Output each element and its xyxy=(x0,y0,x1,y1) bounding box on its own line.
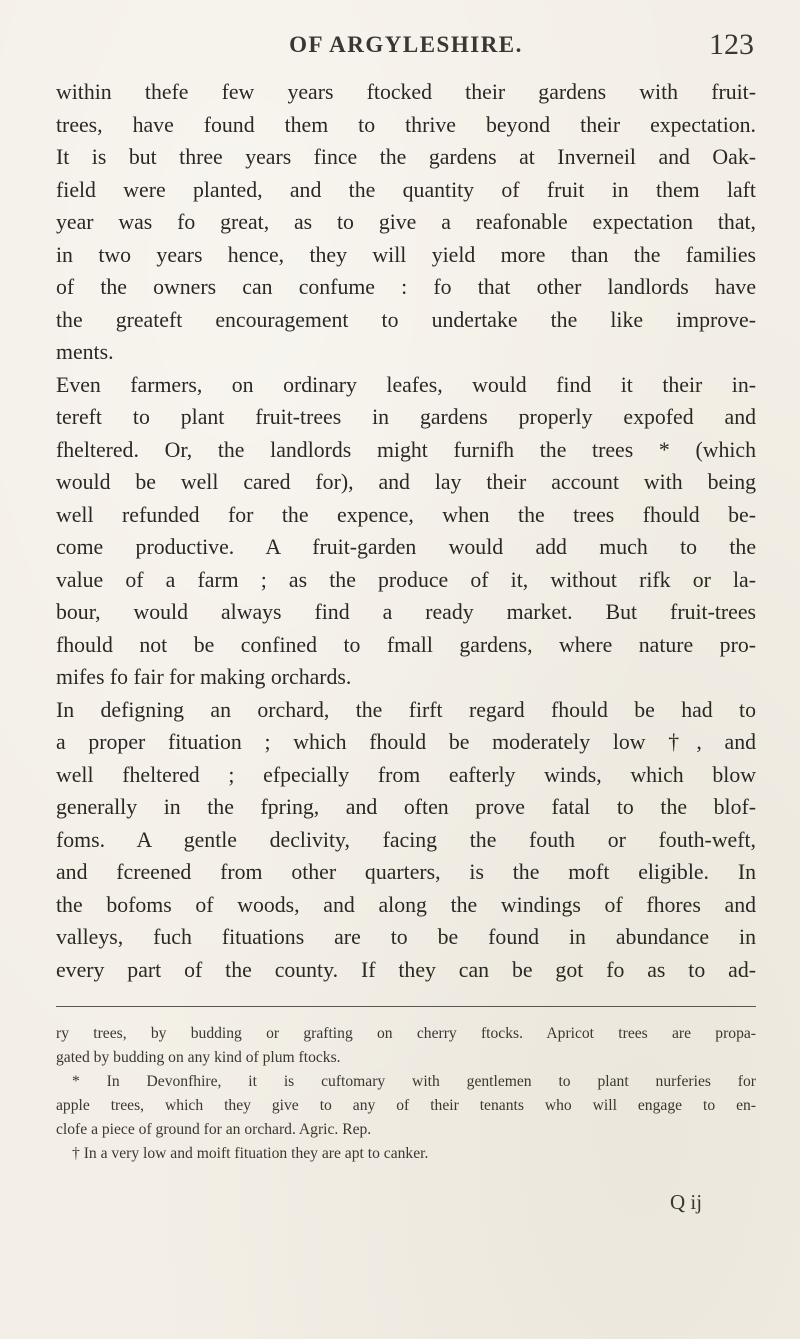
text-line: value of a farm ; as the produce of it, without rifk or la- xyxy=(56,567,756,592)
text-line: foms. A gentle declivity, facing the fouth or fouth-weft, xyxy=(56,827,756,852)
catchword: Q ij xyxy=(670,1190,703,1214)
running-title: OF ARGYLESHIRE. xyxy=(289,32,523,57)
page-number: 123 xyxy=(709,28,754,61)
text-line: of the owners can confume : fo that other landlords have xyxy=(56,275,756,299)
footnote-line: * In Devonfhire, it is cuftomary with gentlemen to plant nurferies for xyxy=(72,1073,756,1090)
footnote-line: gated by budding on any kind of plum ftocks. xyxy=(56,1049,341,1066)
footnote-line: clofe a piece of ground for an orchard. Agric. Rep. xyxy=(56,1121,372,1138)
body-text xyxy=(56,76,756,986)
footnote-line: apple trees, which they give to any of their tenants who will engage to en- xyxy=(56,1097,756,1114)
text-line: bour, would always find a ready market. But fruit-trees xyxy=(56,600,756,624)
text-line: well refunded for the expence, when the trees fhould be- xyxy=(56,502,756,527)
text-line: generally in the fpring, and often prove fatal to the blof- xyxy=(56,795,756,819)
text-line: mifes fo fair for making orchards. xyxy=(56,665,352,689)
text-line: ments. xyxy=(56,340,114,364)
footnote-rule xyxy=(56,1006,756,1007)
text-line: fhould not be confined to fmall gardens, where nature pro- xyxy=(56,632,756,657)
text-line: fheltered. Or, the landlords might furnifh the trees * (which xyxy=(56,437,756,462)
text-line: and fcreened from other quarters, is the moft eligible. In xyxy=(56,860,756,884)
text-line: would be well cared for), and lay their account with being xyxy=(56,470,756,494)
text-line: It is but three years fince the gardens at Inverneil and Oak- xyxy=(56,145,756,169)
footnotes xyxy=(56,1022,756,1166)
text-line: the bofoms of woods, and along the windings of fhores and xyxy=(56,892,756,917)
text-line: tereft to plant fruit-trees in gardens properly expofed and xyxy=(56,405,756,429)
footnote-line: ry trees, by budding or grafting on cherry ftocks. Apricot trees are propa- xyxy=(56,1025,756,1042)
text-line: within thefe few years ftocked their gardens with fruit- xyxy=(56,80,756,104)
text-line: in two years hence, they will yield more than the families xyxy=(56,242,756,267)
text-line: field were planted, and the quantity of fruit in them laft xyxy=(56,177,756,202)
text-line: In defigning an orchard, the firft regard fhould be had to xyxy=(56,697,756,722)
text-line: the greateft encouragement to undertake the like improve- xyxy=(56,307,756,332)
running-head xyxy=(56,28,756,64)
text-line: well fheltered ; efpecially from eafterly winds, which blow xyxy=(56,762,756,787)
text-line: every part of the county. If they can be got fo as to ad- xyxy=(56,957,756,982)
text-line: Even farmers, on ordinary leafes, would find it their in- xyxy=(56,372,756,397)
text-line: year was fo great, as to give a reafonable expectation that, xyxy=(56,210,756,234)
text-line: a proper fituation ; which fhould be moderately low †, and xyxy=(56,730,756,754)
footnote-line: † In a very low and moift fituation they are apt to canker. xyxy=(72,1145,429,1162)
text-line: valleys, fuch fituations are to be found in abundance in xyxy=(56,925,756,949)
text-line: trees, have found them to thrive beyond their expectation. xyxy=(56,112,756,137)
text-line: come productive. A fruit-garden would add much to the xyxy=(56,535,756,559)
